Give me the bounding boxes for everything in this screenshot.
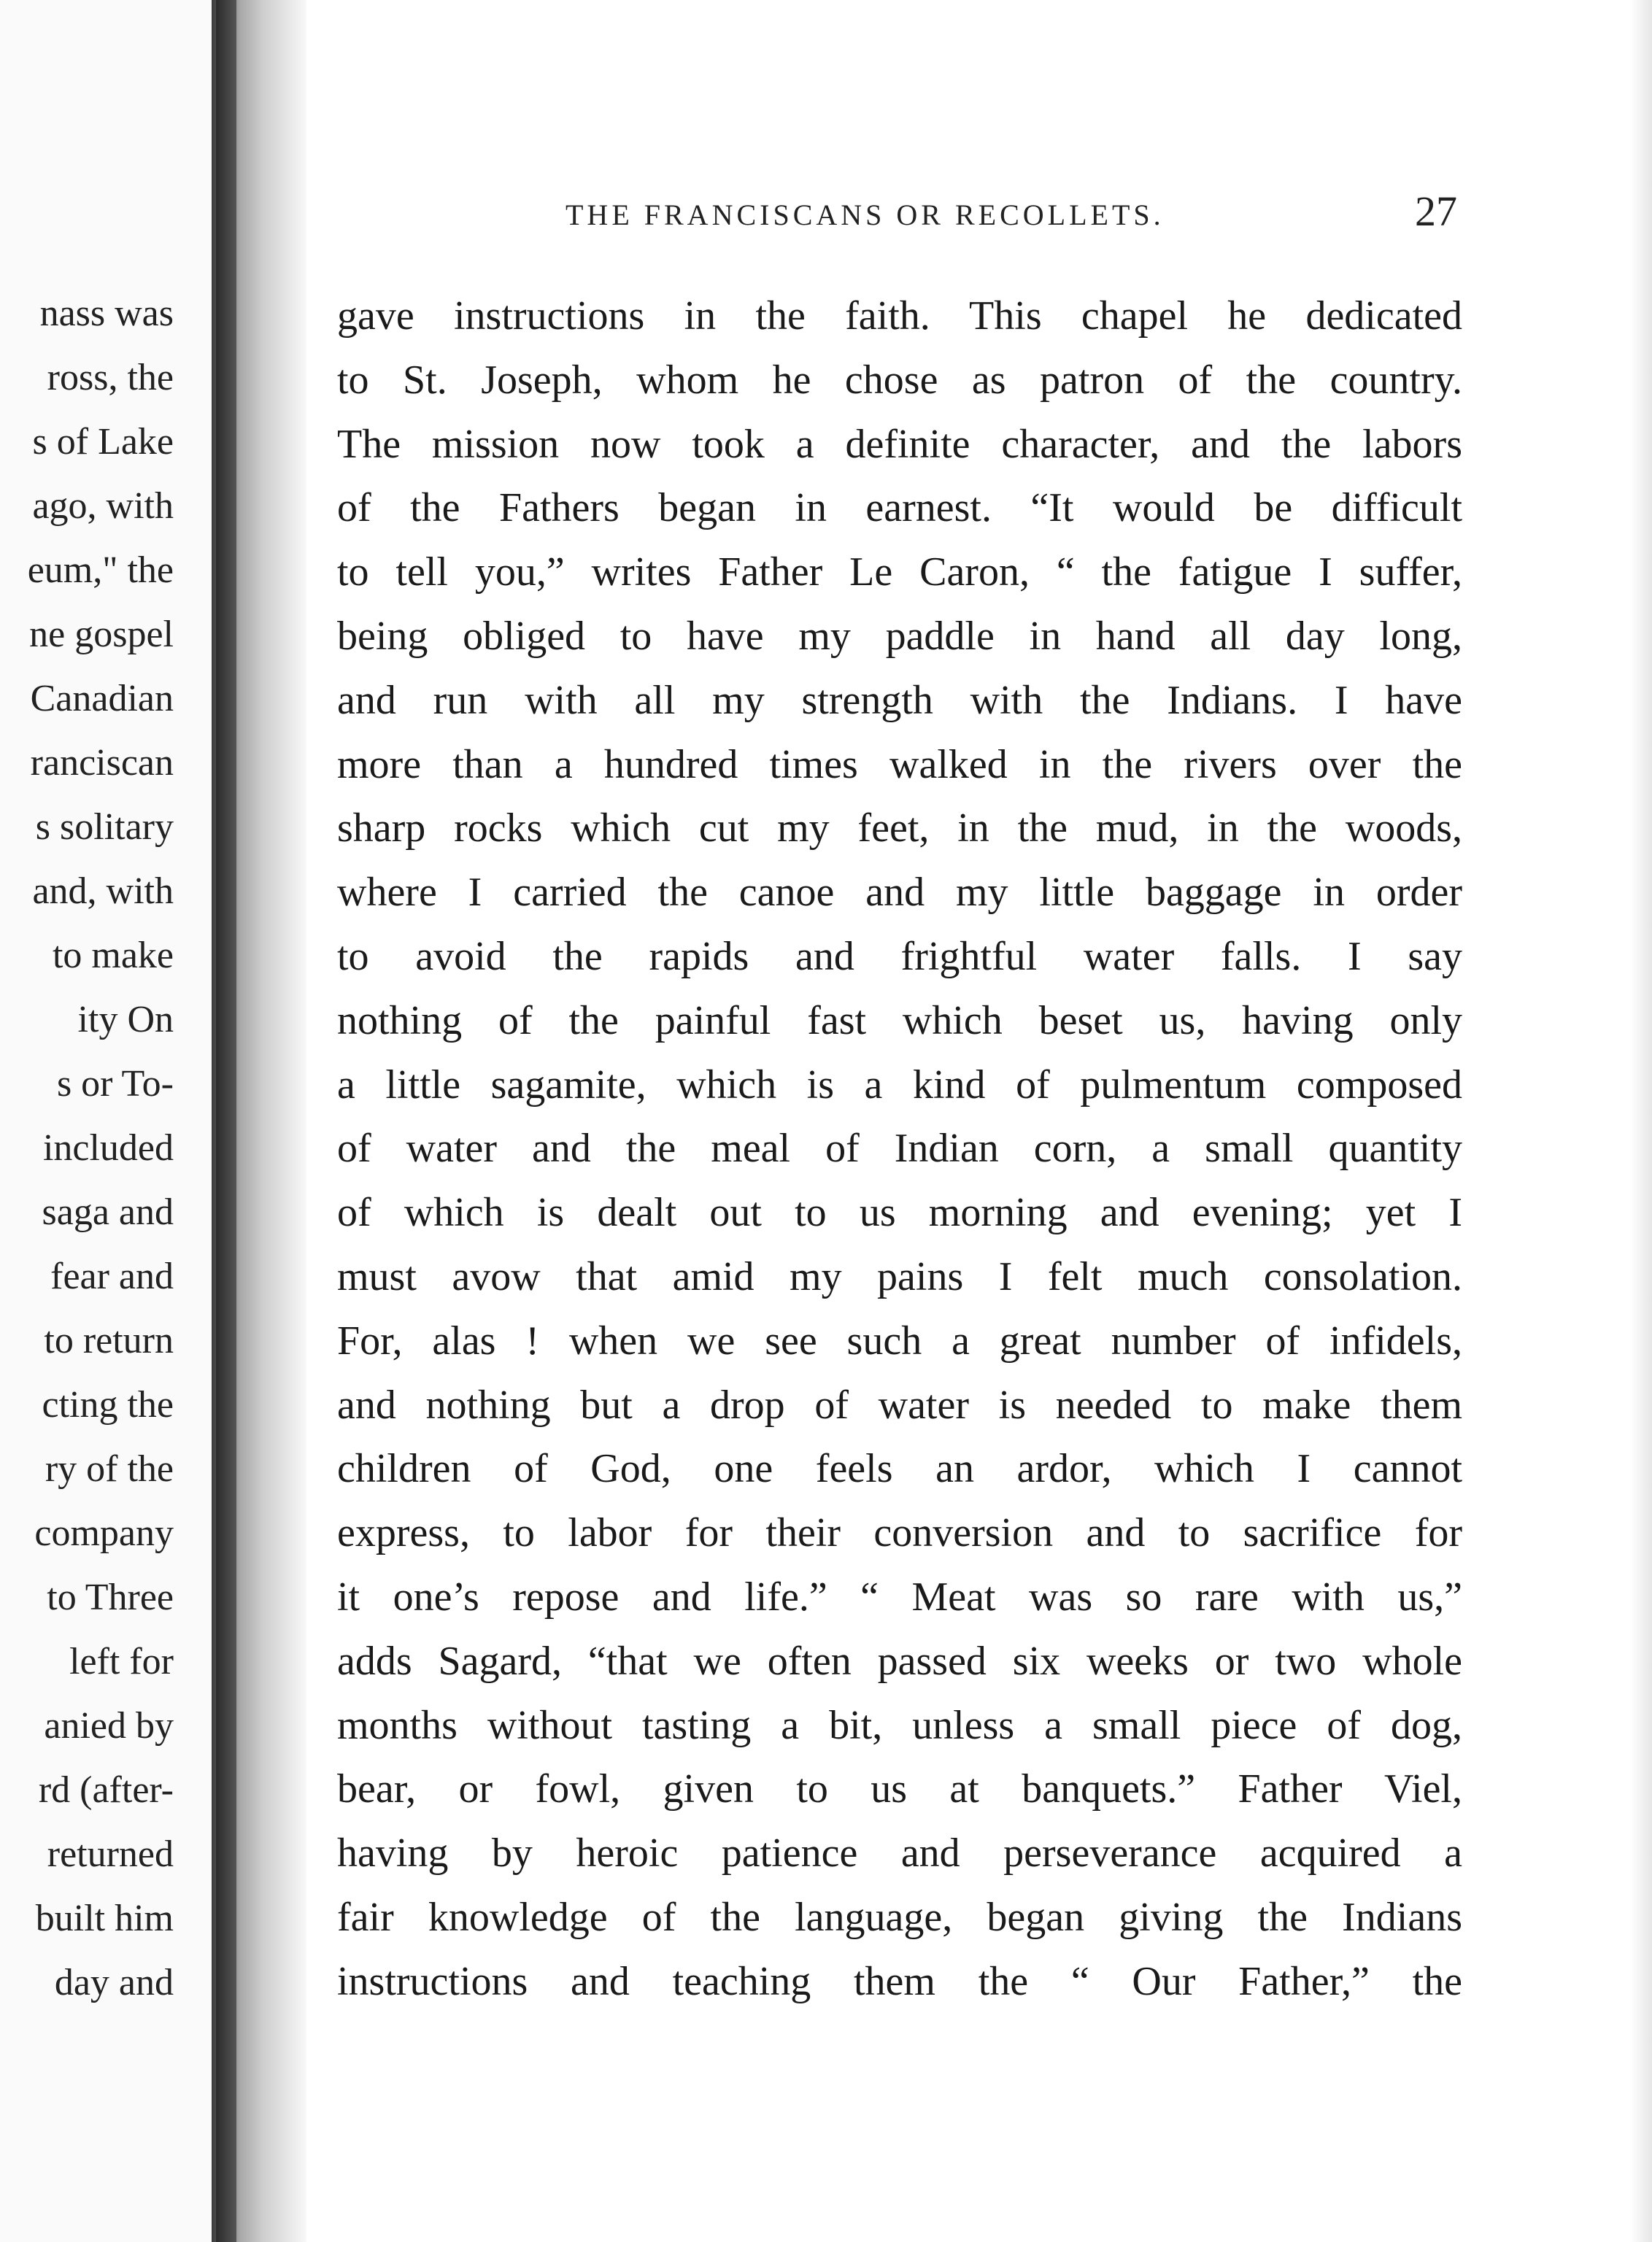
left-page-line: and, with	[32, 870, 174, 912]
left-page-line: to Three	[47, 1577, 174, 1618]
left-page-line: left for	[69, 1641, 174, 1682]
left-page-line: built him	[35, 1898, 174, 1939]
page-number: 27	[1415, 188, 1457, 235]
left-page-line: saga and	[42, 1191, 174, 1233]
text-line: adds Sagard, “that we often passed six weeks or two whole	[337, 1638, 1462, 1684]
left-page-line: fear and	[50, 1256, 174, 1297]
left-page-line: ranciscan	[30, 742, 174, 784]
text-line: it one’s repose and life.” “ Meat was so rare with us,”	[337, 1574, 1462, 1620]
left-page-line: rd (after-	[38, 1769, 174, 1811]
left-page-line: ry of the	[45, 1448, 174, 1490]
text-line: must avow that amid my pains I felt much consolation.	[337, 1253, 1462, 1299]
left-page-line: s solitary	[35, 806, 174, 848]
left-page-line: anied by	[44, 1705, 174, 1747]
left-page-line: ross, the	[47, 357, 174, 398]
left-page-line: company	[34, 1512, 174, 1554]
text-line: bear, or fowl, given to us at banquets.” Father Viel,	[337, 1766, 1462, 1812]
left-page-line: s or To-	[56, 1063, 174, 1105]
left-page-line: cting the	[42, 1384, 174, 1426]
text-line: to St. Joseph, whom he chose as patron of the country.	[337, 357, 1462, 403]
left-page-line: nass was	[39, 293, 174, 334]
text-line: instructions and teaching them the “ Our Father,” the	[337, 1958, 1462, 2004]
left-page-fragment	[0, 0, 219, 2242]
text-line: nothing of the painful fast which beset us, having only	[337, 997, 1462, 1043]
text-line: and nothing but a drop of water is needed to make them	[337, 1382, 1462, 1428]
text-line: fair knowledge of the language, began giving the Indians	[337, 1894, 1462, 1940]
text-line: months without tasting a bit, unless a small piece of dog,	[337, 1702, 1462, 1748]
text-line: to avoid the rapids and frightful water falls. I say	[337, 933, 1462, 979]
book-spine-edge	[216, 0, 236, 2242]
left-page-line: ago, with	[32, 485, 174, 527]
text-line: and run with all my strength with the Indians. I have	[337, 677, 1462, 723]
running-head: THE FRANCISCANS OR RECOLLETS.	[566, 198, 1165, 231]
text-line: For, alas ! when we see such a great number of infidels,	[337, 1318, 1462, 1364]
page-header	[566, 188, 1457, 239]
left-page-line: Canadian	[30, 678, 174, 719]
text-line: of water and the meal of Indian corn, a small quantity	[337, 1126, 1462, 1172]
text-line: of the Fathers began in earnest. “It would be difficult	[337, 485, 1462, 531]
left-page-line: eum," the	[27, 549, 174, 591]
text-line: where I carried the canoe and my little baggage in order	[337, 870, 1462, 916]
left-page-line: to return	[44, 1320, 174, 1361]
left-page-line: ity On	[77, 999, 174, 1040]
text-line: of which is dealt out to us morning and evening; yet I	[337, 1190, 1462, 1236]
page-edge	[1630, 0, 1652, 2242]
text-line: having by heroic patience and perseverance acquired a	[337, 1831, 1462, 1876]
text-line: to tell you,” writes Father Le Caron, “ the fatigue I suffer,	[337, 549, 1462, 595]
body-text	[337, 285, 1462, 2014]
text-line: being obliged to have my paddle in hand all day long,	[337, 613, 1462, 659]
left-page-line: day and	[54, 1962, 174, 2003]
left-page-line: s of Lake	[32, 421, 174, 463]
left-page-line: to make	[52, 935, 174, 976]
text-line: sharp rocks which cut my feet, in the mud, in the woods,	[337, 805, 1462, 851]
text-line: a little sagamite, which is a kind of pulmentum composed	[337, 1062, 1462, 1108]
text-line: gave instructions in the faith. This chapel he dedicated	[337, 293, 1462, 339]
left-page-line: returned	[47, 1833, 174, 1875]
text-line: more than a hundred times walked in the rivers over the	[337, 741, 1462, 787]
left-page-line: included	[42, 1127, 174, 1169]
text-line: express, to labor for their conversion and to sacrifice for	[337, 1510, 1462, 1556]
text-line: children of God, one feels an ardor, which I cannot	[337, 1446, 1462, 1492]
text-line: The mission now took a definite character, and the labors	[337, 421, 1462, 467]
left-page-line: ne gospel	[29, 614, 174, 655]
